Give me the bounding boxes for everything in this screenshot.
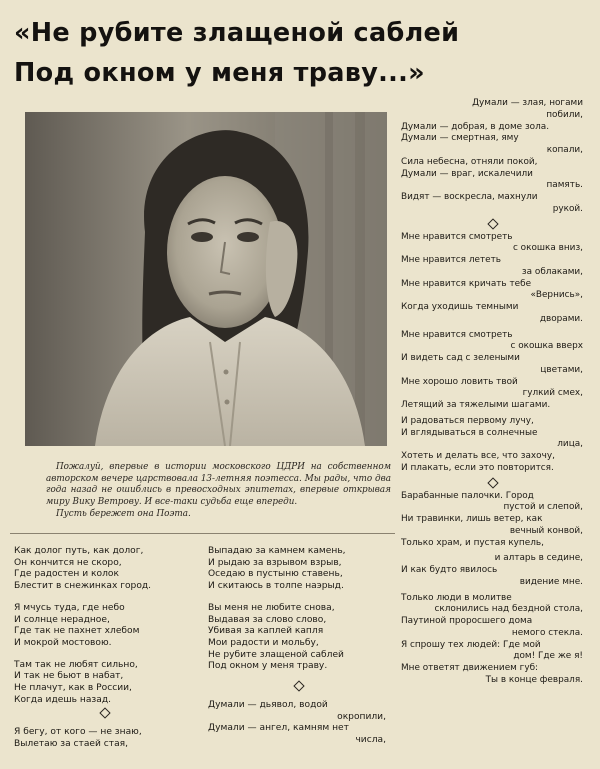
poem-line: видение мне. [519,576,583,587]
caption-closing: Пусть бережет она Поэта. [56,508,191,519]
poem-line: Летящий за тяжелыми шагами. [401,400,551,410]
poem-line: числа, [355,735,386,746]
poem-line: немого стекла. [511,627,583,638]
poem-line: окропили, [337,711,386,722]
poem-line: «Вернись», [530,290,583,301]
poem-line: Сила небесна, отняли покой, [401,156,538,167]
poem-line: И радоваться первому лучу, [401,415,534,426]
poem-line: рукой. [552,203,583,214]
diamond-ornament-icon [487,477,498,488]
poem-line: Барабанные палочки. Город [401,490,534,501]
poem-line: Оседаю в пустыню ставень, [208,569,343,580]
poem-stanza [208,603,386,673]
poem-line: Не плачут, как в России, [14,683,132,694]
poem-line: с окошка вверх [510,341,583,352]
poem-line: вечный конвой, [509,525,583,536]
poem-line: Мне нравится смотреть [401,231,513,242]
poem-line: И скитаюсь в толпе наэрыд. [208,581,344,592]
poem-line: Вы меня не любите снова, [208,602,335,613]
poem-line: за облаками, [521,266,583,277]
poem-line: Под окном у меня траву. [208,661,328,672]
poem-line: дворами. [539,313,583,324]
poem-line: И солнце нерадное, [14,614,110,625]
poem-line: Думали — враг, искалечили [401,168,533,179]
poem-line: Когда уходишь темными [401,302,519,312]
poem-line: Вылетаю за стаей стая, [14,738,129,749]
poem-line: Мои радости и мольбу, [208,637,319,648]
poem-line: цветами, [540,364,583,375]
poem-line: И плакать, если это повторится. [401,462,554,473]
poem-line: И как будто явилось [401,565,498,575]
poem-line: Мне ответят движением губ: [401,663,539,673]
section-divider-rule [10,533,395,534]
poem-line: гулкий смех, [522,388,583,399]
poem-line: склонились над бездной стола, [434,604,583,615]
poem-line: Где радостен и колок [14,569,119,580]
poem-line: И мокрой мостовою. [14,637,112,648]
poem-line: Мне нравится кричать тебе [401,278,532,289]
poem-line: пустой и слепой, [503,502,583,513]
poem-stanza [14,546,199,593]
poem-line: память. [546,180,583,191]
poem-line: побили, [546,109,583,120]
diamond-ornament-icon [487,218,498,229]
poem-line: и алтарь в седине, [494,553,583,564]
headline-line-2: Под окном у меня траву...» [14,58,425,88]
poem-line: Думали — смертная, яму [401,133,519,144]
poem-line: Выпадаю за камнем камень, [208,546,346,556]
poem-line: с окошка вниз, [512,243,583,254]
poem-line: Выдавая за слово слово, [208,614,327,625]
poem-line: лица, [557,439,583,450]
left-poem-column [14,546,199,716]
poem-line: Думали — добрая, в доме зола. [401,121,550,132]
poem-line: Мне нравится лететь [401,255,501,265]
poem-line: Я мчусь туда, где небо [14,602,125,613]
middle-poem-column [208,546,386,683]
poem-line: Блестит в снежинках город. [14,581,152,592]
poem-line: И рыдаю за взрывом взрыв, [208,557,342,568]
poem-line: Думали — злая, ногами [472,98,583,108]
poem-line: Когда идешь назад. [14,694,112,705]
poem-line: Мне нравится смотреть [401,329,513,340]
poem-stanza [208,546,386,593]
divider-row [401,475,583,491]
poem-line: И вглядываться в солнечные [401,427,538,438]
divider-row [401,216,583,232]
poem-line: Где так не пахнет хлебом [14,626,140,637]
portrait-photo [25,112,387,446]
poem-stanza [14,603,199,650]
poem-line: Думали — ангел, камням нет [208,723,349,734]
caption-text: Пожалуй, впервые в истории московского ЦДРИ на собственном авторском вечере царствовала 13-летняя поэтесса. Мы рады, что два года назад не ошиблись в превосходных эпитетах, впервые открывая миру Вику Ветрову. И все-таки судьба еще впереди. [46,462,391,508]
poem-line: Паутиной проросшего дома [401,616,533,626]
poem-line: Видят — воскресла, махнули [401,192,538,202]
poem-line: Я спрошу тех людей: Где мой [401,639,541,650]
left-poem-continuation [14,727,199,750]
right-poem-column [401,98,583,687]
poem-line: Только храм, и пустая купель, [401,537,544,548]
poem-line: Только люди в молитве [401,592,512,603]
poem-line: И видеть сад с зелеными [401,353,520,363]
poem-line: Не рубите злащеной саблей [208,649,344,660]
photo-caption [46,462,391,521]
poem-line: Там так не любят сильно, [14,659,138,670]
poem-line: Убивая за каплей капля [208,626,324,637]
poem-line: дом! Где же я! [513,651,583,662]
poem-line: Ты в конце февраля. [485,674,583,685]
poem-line: Мне хорошо ловить твой [401,376,518,387]
poem-line: Он кончится не скоро, [14,557,122,568]
headline-line-1: «Не рубите злащеной саблей [14,18,460,48]
poem-line: Как долог путь, как долог, [14,546,144,556]
poem-line: Я бегу, от кого — не знаю, [14,727,142,737]
poem-line: копали, [546,145,583,155]
poem-line: Хотеть и делать все, что захочу, [401,451,555,461]
poem-line: Думали — дьявол, водой [208,700,328,710]
poem-stanza [14,660,199,707]
poem-line: И так не бьют в набат, [14,671,124,682]
poem-line: Ни травинки, лишь ветер, как [401,514,543,524]
middle-poem-continuation [208,700,386,747]
